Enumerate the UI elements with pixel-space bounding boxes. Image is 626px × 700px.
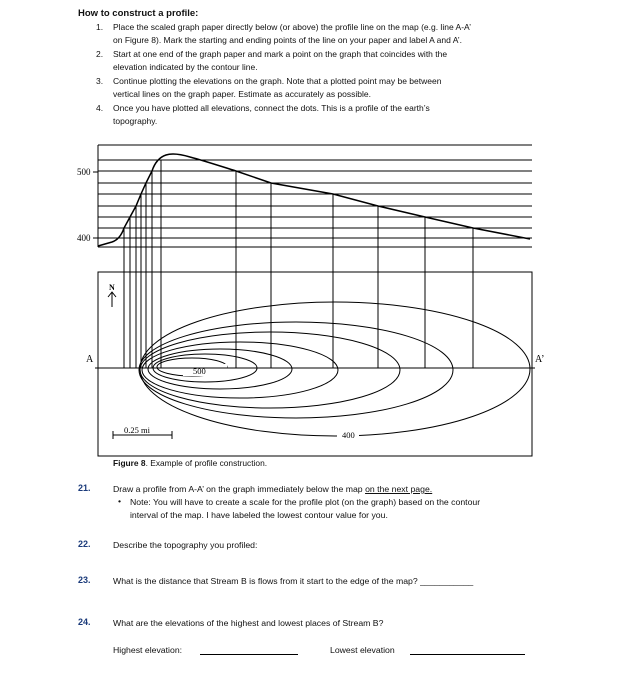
- question-23-text: What is the distance that Stream B is flows from it start to the edge of the map? ___________: [113, 576, 474, 586]
- step-line: vertical lines on the graph paper. Estimate as accurately as possible.: [113, 88, 371, 99]
- y-axis-label-500: 500: [77, 167, 91, 177]
- question-number-22: 22.: [78, 539, 91, 549]
- question-number-24: 24.: [78, 617, 91, 627]
- graph-paper: [98, 145, 532, 247]
- question-21-prompt: Draw a profile from A-A’ on the graph immediately below the map: [113, 484, 366, 494]
- step-line: Start at one end of the graph paper and mark a point on the graph that coincides with the: [113, 49, 448, 59]
- question-24-text: What are the elevations of the highest and lowest places of Stream B?: [113, 618, 384, 628]
- point-a-label: A: [86, 354, 94, 365]
- highest-elevation-label: Highest elevation:: [113, 645, 183, 655]
- step-number: 2.: [96, 49, 104, 59]
- question-number-23: 23.: [78, 575, 91, 585]
- step-number: 4.: [96, 103, 104, 113]
- map-frame: [98, 272, 532, 456]
- bullet-icon: •: [118, 496, 122, 506]
- question-number-21: 21.: [78, 483, 91, 493]
- lowest-elevation-label: Lowest elevation: [330, 645, 395, 655]
- profile-curve: [98, 154, 530, 246]
- figure-caption-number: Figure 8: [113, 458, 146, 468]
- north-arrow-icon: [108, 283, 116, 307]
- step-line: elevation indicated by the contour line.: [113, 61, 258, 72]
- scale-bar: [113, 425, 172, 439]
- scale-label: 0.25 mi: [124, 425, 150, 435]
- lowest-elevation-field[interactable]: [410, 654, 525, 655]
- highest-elevation-field[interactable]: [200, 654, 298, 655]
- step-line: Continue plotting the elevations on the graph. Note that a plotted point may be between: [113, 76, 442, 86]
- note-line: interval of the map. I have labeled the lowest contour value for you.: [130, 510, 388, 520]
- step-number: 3.: [96, 76, 104, 86]
- instructions-title: How to construct a profile:: [78, 8, 199, 19]
- svg-text:N: N: [109, 283, 115, 292]
- projection-lines: [124, 160, 473, 368]
- question-22-text: Describe the topography you profiled:: [113, 540, 258, 550]
- point-a-prime-label: A’: [535, 354, 545, 365]
- contour-label-400: 400: [342, 430, 355, 440]
- figure-caption-text: . Example of profile construction.: [145, 458, 268, 468]
- next-page-link[interactable]: on the next page.: [365, 484, 433, 494]
- step-line: on Figure 8). Mark the starting and ending points of the line on your paper and label A and A’.: [113, 34, 463, 45]
- step-line: topography.: [113, 115, 158, 126]
- contour-label-500: 500: [193, 366, 206, 376]
- y-axis-label-400: 400: [77, 233, 91, 243]
- note-line: Note: You will have to create a scale for the profile plot (on the graph) based on the contour: [130, 497, 481, 507]
- figure-caption: [113, 458, 267, 468]
- step-number: 1.: [96, 22, 104, 32]
- step-line: Once you have plotted all elevations, connect the dots. This is a profile of the earth’s: [113, 103, 430, 113]
- step-line: Place the scaled graph paper directly below (or above) the profile line on the map (e.g. line A-A’: [113, 22, 471, 32]
- question-21-note: [130, 496, 480, 522]
- question-21-text: [113, 484, 432, 494]
